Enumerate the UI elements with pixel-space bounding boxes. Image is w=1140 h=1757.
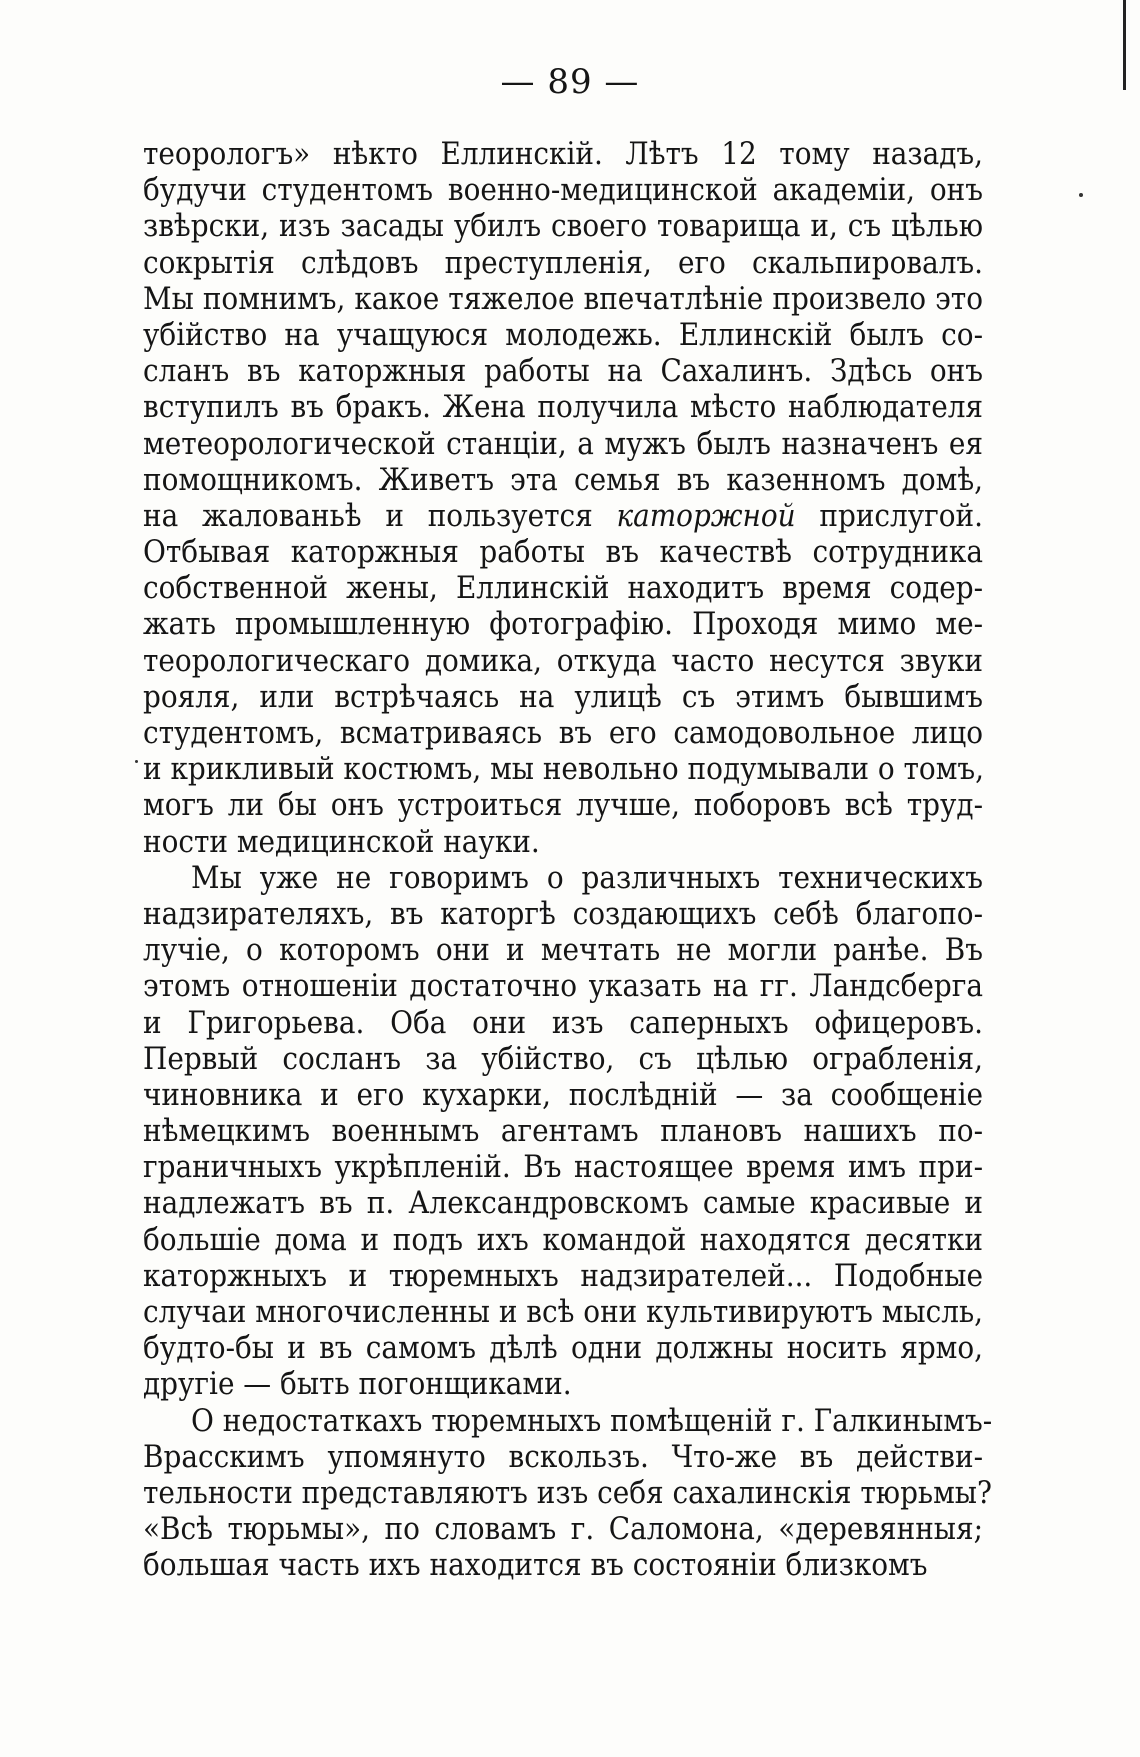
text-line: случаи многочисленны и всѣ они культивируютъ мысль, (143, 1294, 983, 1330)
text-line: большая часть ихъ находится въ состояніи близкомъ (143, 1547, 928, 1584)
text-line: большіе дома и подъ ихъ командой находятся десятки (143, 1221, 983, 1258)
text-line: звѣрски, изъ засады убилъ своего товарища и, съ цѣлью (143, 208, 983, 245)
scan-speck (135, 760, 138, 763)
text-line: сокрытія слѣдовъ преступленія, его скальпировалъ. (143, 244, 983, 281)
text-line: собственной жены, Еллинскій находитъ время содер- (143, 570, 983, 607)
text-line: нѣмецкимъ военнымъ агентамъ плановъ нашихъ по- (143, 1113, 983, 1150)
text-line: лучіе, о которомъ они и мечтать не могли ранѣе. Въ (143, 932, 983, 969)
text-line: Мы уже не говоримъ о различныхъ техническихъ (191, 859, 983, 896)
text-line: чиновника и его кухарки, послѣдній — за сообщеніе (143, 1076, 983, 1113)
text-line: надлежатъ въ п. Александровскомъ самые красивые и (143, 1185, 983, 1222)
text-line: вступилъ въ бракъ. Жена получила мѣсто наблюдателя (143, 389, 983, 426)
text-line: рояля, или встрѣчаясь на улицѣ съ этимъ бывшимъ (143, 678, 983, 715)
text-line: студентомъ, всматриваясь въ его самодовольное лицо (143, 715, 983, 751)
text-line: и Григорьева. Оба они изъ саперныхъ офицеровъ. (143, 1004, 983, 1041)
text-line: и крикливый костюмъ, мы невольно подумывали о томъ, (143, 751, 984, 788)
text-line: каторжныхъ и тюремныхъ надзирателей... Подобные (143, 1257, 983, 1294)
text-line: ности медицинской науки. (143, 823, 540, 860)
text-line: убійство на учащуюся молодежь. Еллинскій былъ со- (143, 316, 983, 353)
text-line: надзирателяхъ, въ каторгѣ создающихъ себѣ благопо- (143, 895, 983, 932)
text-line: Отбывая каторжныя работы въ качествѣ сотрудника (143, 534, 983, 571)
text-line: жать промышленную фотографію. Проходя мимо ме- (143, 606, 983, 643)
text-line: граничныхъ укрѣпленій. Въ настоящее время имъ при- (143, 1149, 983, 1186)
text-line: будучи студентомъ военно-медицинской академіи, онъ (143, 172, 983, 209)
text-line: могъ ли бы онъ устроиться лучше, поборовъ всѣ труд- (143, 787, 983, 824)
text-line: теорологическаго домика, откуда часто несутся звуки (143, 642, 983, 679)
text-line: сланъ въ каторжныя работы на Сахалинъ. Здѣсь онъ (143, 353, 983, 390)
text-line: помощникомъ. Живетъ эта семья въ казенномъ домѣ, (143, 461, 983, 498)
paragraph (143, 1402, 993, 1584)
text-line: на жалованьѣ и пользуется каторжной прислугой. (143, 497, 983, 534)
scan-speck (1079, 193, 1083, 197)
text-line: теорологъ» нѣкто Еллинскій. Лѣтъ 12 тому назадъ, (143, 136, 983, 172)
text-line: метеорологической станціи, а мужъ былъ назначенъ ея (143, 425, 983, 462)
text-line: другіе — быть погонщиками. (143, 1366, 572, 1403)
text-line: этомъ отношеніи достаточно указать на гг. Ландсберга (143, 968, 983, 1005)
emphasized-word: каторжной (616, 497, 796, 534)
text-line: Врасскимъ упомянуто вскользъ. Что-же въ действи- (143, 1438, 983, 1475)
text-line: тельности представляютъ изъ себя сахалинскія тюрьмы? (143, 1474, 992, 1511)
text-line: Мы помнимъ, какое тяжелое впечатлѣніе произвело это (143, 280, 983, 317)
paragraph (143, 860, 983, 1403)
text-line: «Всѣ тюрьмы», по словамъ г. Саломона, «деревянныя; (143, 1511, 983, 1548)
paragraph (143, 136, 983, 860)
page-number: — 89 — (500, 62, 640, 102)
text-line: О недостаткахъ тюремныхъ помѣщеній г. Галкинымъ- (191, 1402, 993, 1439)
text-line: будто-бы и въ самомъ дѣлѣ одни должны носить ярмо, (143, 1330, 983, 1367)
body-text (143, 136, 993, 1584)
text-line: Первый сосланъ за убійство, съ цѣлью ограбленія, (143, 1040, 983, 1077)
